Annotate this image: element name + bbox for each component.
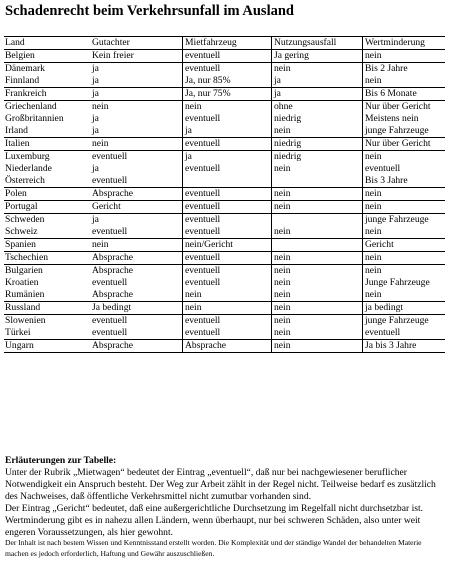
cell-nutzungsausfall: nein <box>271 327 362 339</box>
table-row-group <box>4 151 445 188</box>
cell-mietfahrzeug: nein/Gericht <box>182 239 271 251</box>
cell-land: Irland <box>5 125 28 136</box>
document-title: Schadenrecht beim Verkehrsunfall im Ausland <box>5 3 294 19</box>
cell-gutachter: eventuell <box>92 175 128 186</box>
cell-wertminderung: nein <box>362 50 445 62</box>
cell-nutzungsausfall: nein <box>271 226 362 238</box>
cell-mietfahrzeug: Absprache <box>182 340 271 352</box>
damage-law-table <box>4 36 445 353</box>
cell-nutzungsausfall: ja <box>271 75 362 87</box>
cell-wertminderung: Nur über Gericht <box>362 138 445 150</box>
table-row-group <box>4 188 445 201</box>
table-row <box>4 113 445 125</box>
cell-gutachter: nein <box>92 101 109 112</box>
cell-wertminderung: nein <box>362 201 445 213</box>
table-row-group <box>4 315 445 340</box>
cell-mietfahrzeug: eventuell <box>182 265 271 277</box>
cell-gutachter: eventuell <box>92 226 128 237</box>
column-header-mietfahrzeug: Mietfahrzeug <box>182 37 271 49</box>
cell-wertminderung: nein <box>362 75 445 87</box>
cell-gutachter: eventuell <box>92 327 128 338</box>
cell-mietfahrzeug <box>182 175 271 187</box>
cell-wertminderung: ja bedingt <box>362 302 445 314</box>
cell-land: Luxemburg <box>5 151 50 162</box>
cell-nutzungsausfall <box>271 239 362 251</box>
cell-mietfahrzeug: eventuell <box>182 113 271 125</box>
cell-nutzungsausfall: niedrig <box>271 138 362 150</box>
cell-mietfahrzeug: nein <box>182 302 271 314</box>
table-body <box>4 50 445 352</box>
table-row-group <box>4 138 445 151</box>
table-row <box>4 277 445 289</box>
cell-land: Schweden <box>5 214 45 225</box>
cell-mietfahrzeug: eventuell <box>182 277 271 289</box>
cell-wertminderung: nein <box>362 289 445 301</box>
table-row <box>4 214 445 226</box>
cell-wertminderung: Ja bis 3 Jahre <box>362 340 445 352</box>
column-header-land: Land <box>5 37 25 48</box>
cell-land: Finnland <box>5 75 40 86</box>
cell-mietfahrzeug: eventuell <box>182 188 271 200</box>
column-header-nutzungsausfall: Nutzungsausfall <box>271 37 362 49</box>
cell-land: Schweiz <box>5 226 38 237</box>
cell-nutzungsausfall: nein <box>271 125 362 137</box>
table-row <box>4 188 445 200</box>
table-row-group <box>4 265 445 302</box>
cell-land: Österreich <box>5 175 45 186</box>
cell-land: Dänemark <box>5 63 45 74</box>
cell-gutachter: Absprache <box>92 289 134 300</box>
cell-gutachter: ja <box>92 88 99 99</box>
cell-wertminderung: nein <box>362 265 445 277</box>
table-row-group <box>4 302 445 315</box>
cell-land: Russland <box>5 302 41 313</box>
table-row <box>4 101 445 113</box>
cell-land: Spanien <box>5 239 36 250</box>
cell-nutzungsausfall: nein <box>271 265 362 277</box>
notes-paragraph: Wertminderung gibt es in nahezu allen Ländern, wenn überhaupt, nur bei schweren Schäden, also unter weit engeren Voraussetzungen, als hier gewohnt. <box>5 515 421 538</box>
cell-nutzungsausfall: nein <box>271 277 362 289</box>
cell-gutachter: eventuell <box>92 315 128 326</box>
cell-gutachter: Ja bedingt <box>92 302 132 313</box>
cell-mietfahrzeug: Ja, nur 75% <box>182 88 271 100</box>
table-row-group <box>4 340 445 352</box>
cell-nutzungsausfall: ohne <box>271 101 362 113</box>
cell-wertminderung: nein <box>362 252 445 264</box>
cell-wertminderung: eventuell <box>362 163 445 175</box>
table-row <box>4 151 445 163</box>
cell-land: Großbritannien <box>5 113 64 124</box>
cell-land: Belgien <box>5 50 35 61</box>
cell-wertminderung: Nur über Gericht <box>362 101 445 113</box>
table-row <box>4 88 445 100</box>
cell-mietfahrzeug: eventuell <box>182 138 271 150</box>
table-row <box>4 50 445 62</box>
cell-mietfahrzeug: eventuell <box>182 315 271 327</box>
cell-gutachter: Absprache <box>92 252 134 263</box>
notes-section <box>5 455 445 539</box>
cell-mietfahrzeug: nein <box>182 101 271 113</box>
cell-gutachter: eventuell <box>92 151 128 162</box>
cell-nutzungsausfall: nein <box>271 188 362 200</box>
table-row <box>4 315 445 327</box>
cell-gutachter: Kein freier <box>92 50 134 61</box>
cell-nutzungsausfall: nein <box>271 302 362 314</box>
cell-mietfahrzeug: eventuell <box>182 214 271 226</box>
cell-gutachter: Absprache <box>92 265 134 276</box>
table-row <box>4 125 445 137</box>
cell-nutzungsausfall <box>271 175 362 187</box>
cell-gutachter: nein <box>92 138 109 149</box>
cell-gutachter: ja <box>92 63 99 74</box>
cell-land: Türkei <box>5 327 31 338</box>
cell-nutzungsausfall: nein <box>271 63 362 75</box>
cell-wertminderung: junge Fahrzeuge <box>362 214 445 226</box>
cell-land: Griechenland <box>5 101 57 112</box>
disclaimer: Der Inhalt ist nach bestem Wissen und Kenntnisstand erstellt worden. Die Komplexität und der ständige Wandel der behandelten Materie machen es jedoch erforderlich, Haftung und Gewähr auszuschließen. <box>5 538 422 558</box>
cell-nutzungsausfall: niedrig <box>271 113 362 125</box>
cell-nutzungsausfall: niedrig <box>271 151 362 163</box>
cell-wertminderung: nein <box>362 188 445 200</box>
cell-gutachter: ja <box>92 163 99 174</box>
header-row <box>4 37 445 49</box>
cell-gutachter: ja <box>92 113 99 124</box>
table-header <box>4 37 445 50</box>
table-row-group <box>4 50 445 63</box>
cell-nutzungsausfall: nein <box>271 201 362 213</box>
cell-land: Slowenien <box>5 315 46 326</box>
cell-land: Niederlande <box>5 163 52 174</box>
cell-wertminderung: Bis 6 Monate <box>362 88 445 100</box>
table-row <box>4 75 445 87</box>
table-row-group <box>4 201 445 214</box>
cell-gutachter: Absprache <box>92 188 134 199</box>
cell-wertminderung: Meistens nein <box>362 113 445 125</box>
cell-land: Tschechien <box>5 252 49 263</box>
table-row <box>4 302 445 314</box>
cell-gutachter: Gericht <box>92 201 121 212</box>
cell-mietfahrzeug: eventuell <box>182 163 271 175</box>
cell-wertminderung: eventuell <box>362 327 445 339</box>
cell-land: Kroatien <box>5 277 39 288</box>
table-row <box>4 252 445 264</box>
cell-wertminderung: nein <box>362 151 445 163</box>
cell-wertminderung: nein <box>362 226 445 238</box>
cell-wertminderung: junge Fahrzeuge <box>362 125 445 137</box>
cell-land: Rumänien <box>5 289 45 300</box>
table-row-group <box>4 88 445 101</box>
cell-gutachter: Absprache <box>92 340 134 351</box>
column-header-gutachter: Gutachter <box>92 37 130 48</box>
cell-gutachter: ja <box>92 214 99 225</box>
cell-mietfahrzeug: ja <box>182 125 271 137</box>
table-row <box>4 340 445 352</box>
notes-heading: Erläuterungen zur Tabelle: <box>5 455 117 466</box>
cell-gutachter: eventuell <box>92 277 128 288</box>
cell-mietfahrzeug: eventuell <box>182 50 271 62</box>
table-row <box>4 175 445 187</box>
table-row <box>4 327 445 339</box>
cell-wertminderung: Bis 3 Jahre <box>362 175 445 187</box>
cell-gutachter: ja <box>92 125 99 136</box>
cell-wertminderung: Gericht <box>362 239 445 251</box>
cell-nutzungsausfall: nein <box>271 315 362 327</box>
cell-mietfahrzeug: eventuell <box>182 252 271 264</box>
cell-mietfahrzeug: eventuell <box>182 327 271 339</box>
cell-nutzungsausfall: nein <box>271 340 362 352</box>
cell-mietfahrzeug: eventuell <box>182 201 271 213</box>
table-row <box>4 163 445 175</box>
table-row <box>4 289 445 301</box>
cell-mietfahrzeug: ja <box>182 151 271 163</box>
table-row-group <box>4 214 445 239</box>
cell-gutachter: ja <box>92 75 99 86</box>
cell-mietfahrzeug: eventuell <box>182 226 271 238</box>
cell-mietfahrzeug: Ja, nur 85% <box>182 75 271 87</box>
table-row <box>4 226 445 238</box>
cell-mietfahrzeug: eventuell <box>182 63 271 75</box>
column-header-wertminderung: Wertminderung <box>362 37 445 49</box>
cell-wertminderung: Junge Fahrzeuge <box>362 277 445 289</box>
table-row-group <box>4 101 445 138</box>
cell-nutzungsausfall: nein <box>271 163 362 175</box>
table-row <box>4 239 445 251</box>
cell-land: Ungarn <box>5 340 34 351</box>
cell-land: Bulgarien <box>5 265 43 276</box>
cell-land: Polen <box>5 188 27 199</box>
table-row <box>4 63 445 75</box>
cell-mietfahrzeug: nein <box>182 289 271 301</box>
cell-land: Frankreich <box>5 88 47 99</box>
table-row <box>4 201 445 213</box>
cell-land: Portugal <box>5 201 38 212</box>
cell-land: Italien <box>5 138 30 149</box>
cell-nutzungsausfall: nein <box>271 289 362 301</box>
cell-nutzungsausfall: ja <box>271 88 362 100</box>
cell-wertminderung: Bis 2 Jahre <box>362 63 445 75</box>
cell-gutachter: nein <box>92 239 109 250</box>
table-row-group <box>4 252 445 265</box>
cell-nutzungsausfall: nein <box>271 252 362 264</box>
notes-paragraph: Unter der Rubrik „Mietwagen“ bedeutet der Eintrag „eventuell“, daß nur bei nachgewiesener beruflicher Notwendigkeit ein Anspruch besteht. Der Weg zur Arbeit zählt in der Regel nicht. Teilweise bedarf es zusätzlich des Nachweises, daß öffentliche Verkehrsmittel nicht zumutbar vorhanden sind. <box>5 467 436 502</box>
table-row <box>4 265 445 277</box>
cell-nutzungsausfall <box>271 214 362 226</box>
table-row-group <box>4 63 445 88</box>
cell-wertminderung: junge Fahrzeuge <box>362 315 445 327</box>
table-row-group <box>4 239 445 252</box>
notes-paragraph: Der Eintrag „Gericht“ bedeutet, daß eine außergerichtliche Durchsetzung im Regelfall nicht durchsetzbar ist. <box>5 503 424 514</box>
cell-nutzungsausfall: Ja gering <box>271 50 362 62</box>
table-row <box>4 138 445 150</box>
